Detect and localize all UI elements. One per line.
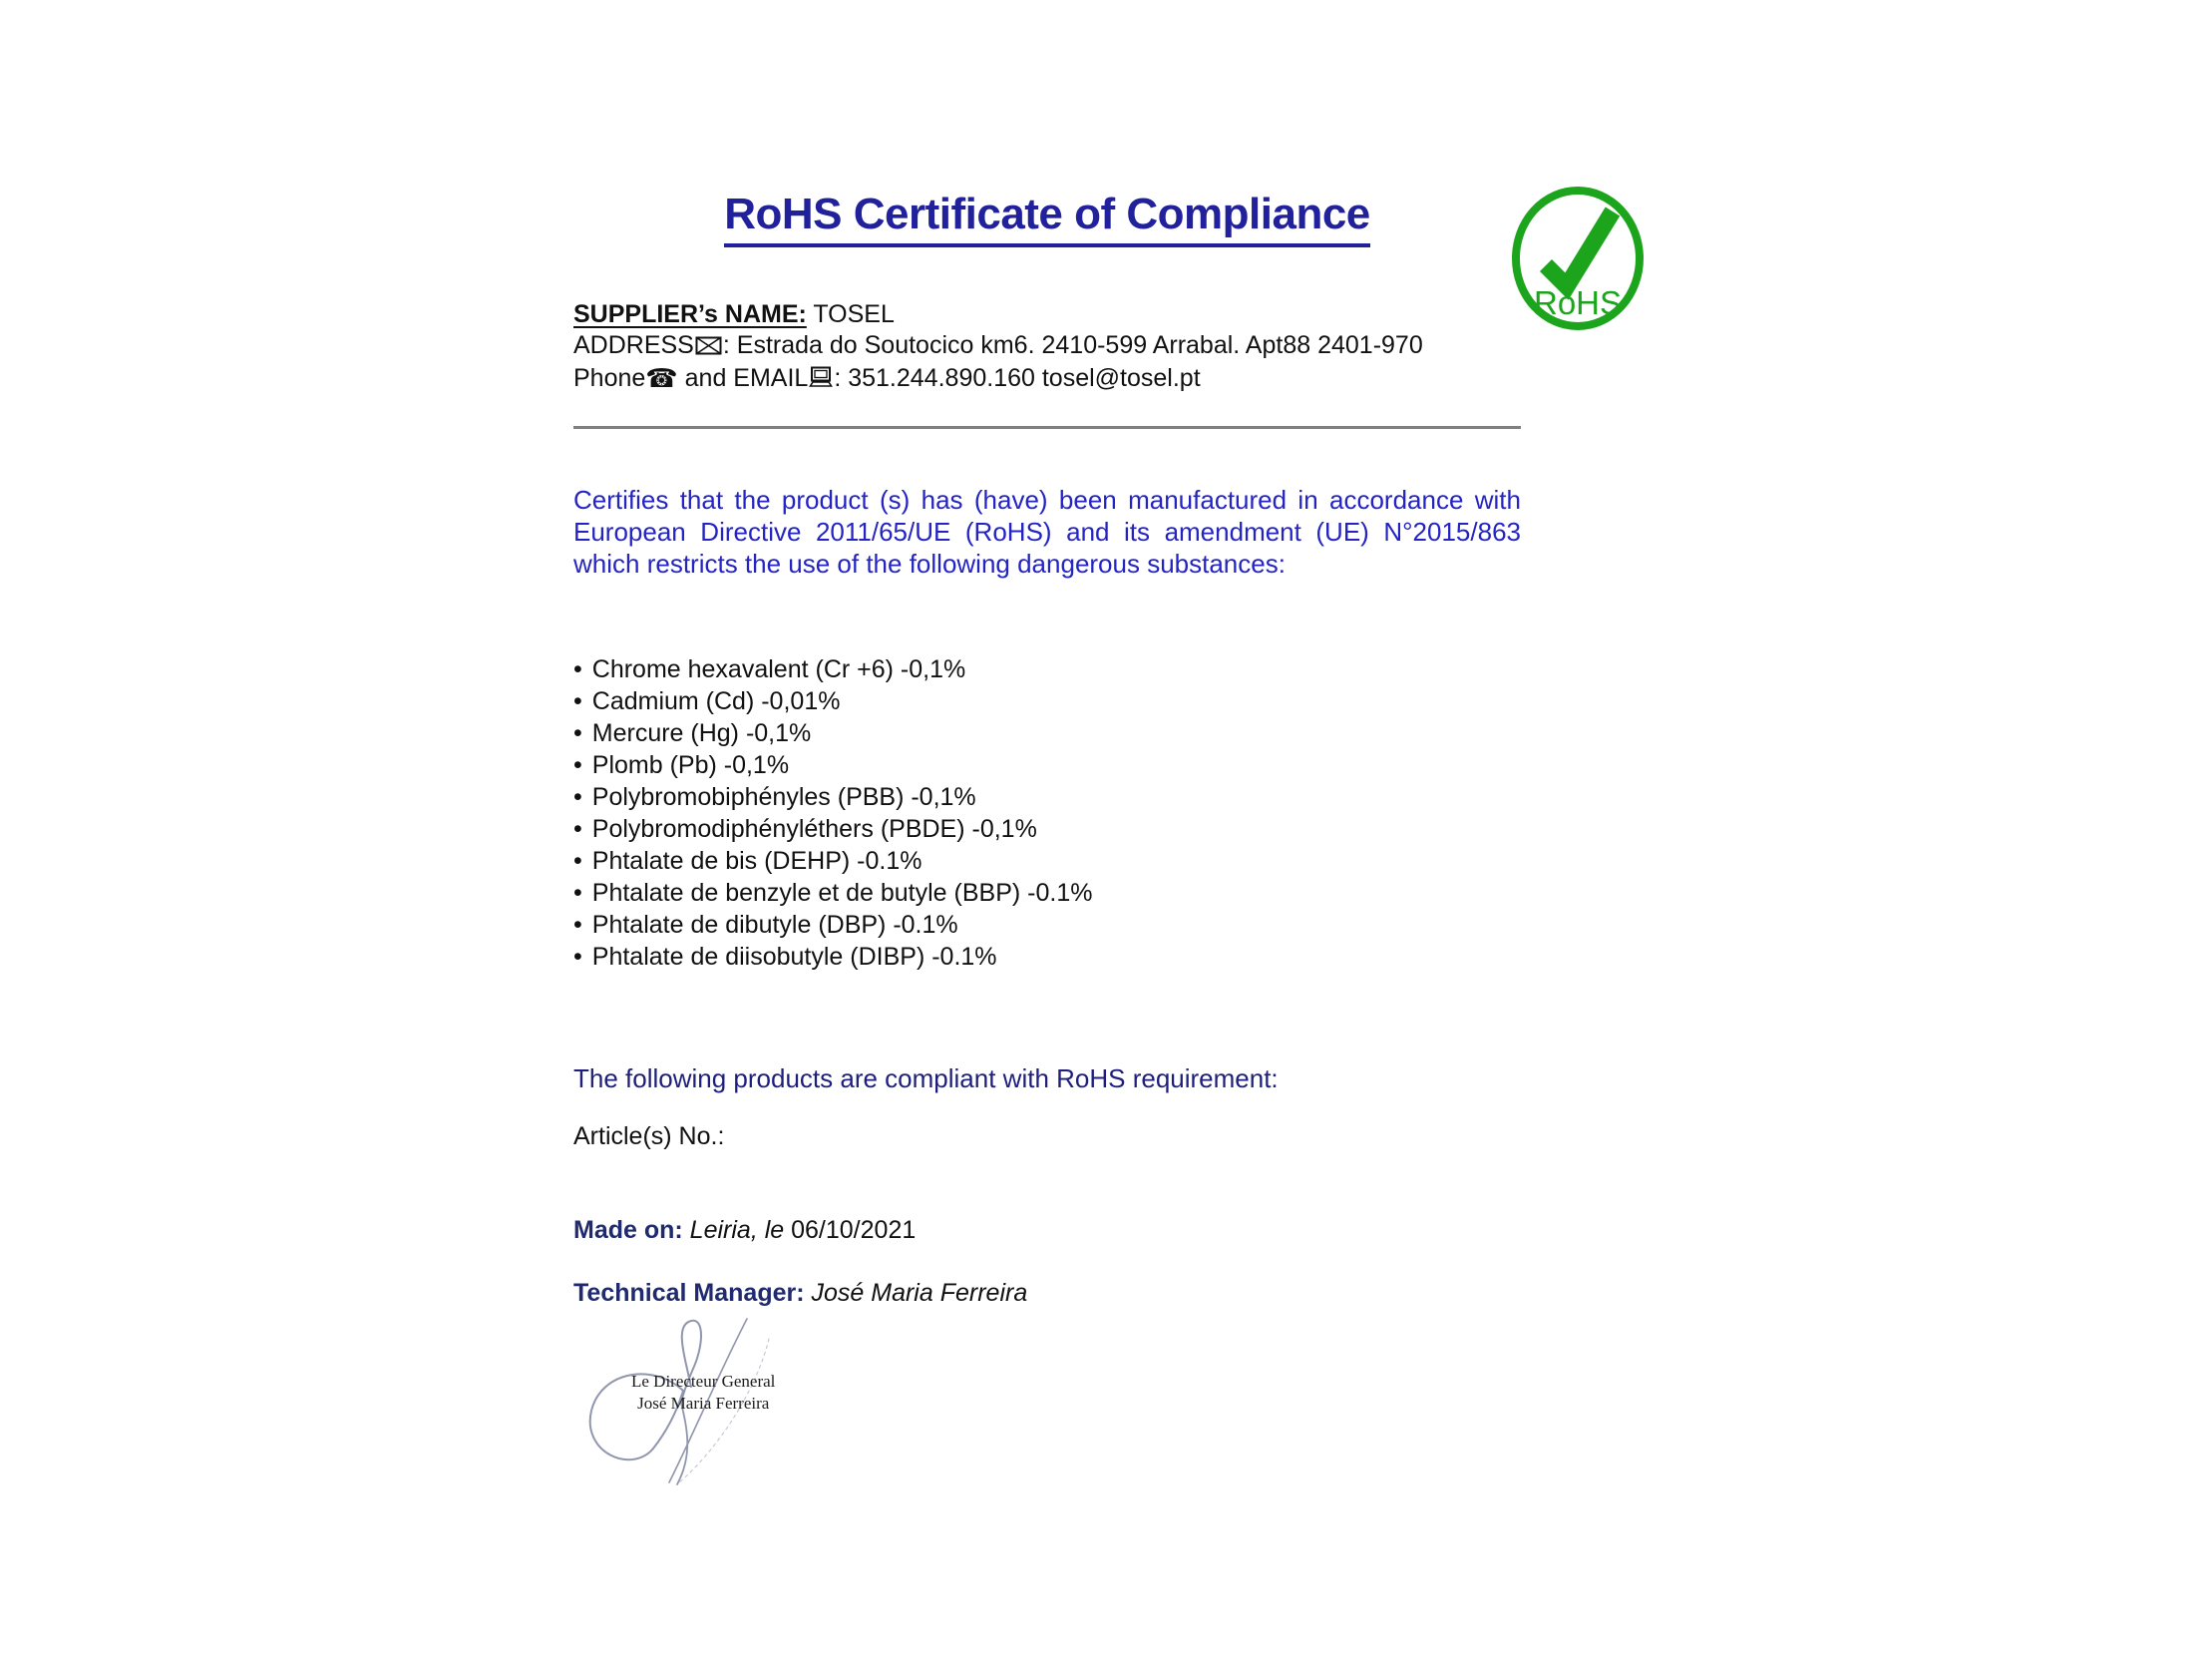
substance-item: • Phtalate de bis (DEHP) -0.1% [573, 845, 1521, 877]
substance-item: • Mercure (Hg) -0,1% [573, 717, 1521, 749]
telephone-icon: ☎ [645, 363, 678, 394]
address-label: ADDRESS [573, 330, 694, 359]
check-icon [1546, 211, 1613, 286]
certification-paragraph: Certifies that the product (s) has (have) been manufactured in accordance with European Directive 2011/65/UE (RoHS) and its amendment (UE) N°2015/863 which restricts the use of the following dangerous substances: [573, 484, 1521, 579]
supplier-name-label: SUPPLIER’s NAME: [573, 299, 807, 328]
envelope-icon [695, 332, 722, 363]
rohs-check-logo [1508, 184, 1648, 333]
compliance-statement: The following products are compliant with RoHS requirement: [573, 1062, 1279, 1093]
email-label: and EMAIL [677, 363, 809, 392]
articles-label: Article(s) No.: [573, 1121, 725, 1150]
title-row [573, 190, 1521, 247]
divider-rule [573, 426, 1521, 429]
address-value: : Estrada do Soutocico km6. 2410-599 Arrabal. Apt88 2401-970 [722, 330, 1423, 359]
page-title: RoHS Certificate of Compliance [724, 190, 1370, 247]
substance-item: • Phtalate de dibutyle (DBP) -0.1% [573, 909, 1521, 941]
substance-item: • Phtalate de benzyle et de butyle (BBP) -0.1% [573, 877, 1521, 909]
supplier-address-line [573, 330, 1521, 363]
signature-caption [631, 1371, 775, 1415]
supplier-name-value: TOSEL [813, 299, 895, 328]
substance-item: • Plomb (Pb) -0,1% [573, 749, 1521, 781]
substance-item: • Chrome hexavalent (Cr +6) -0,1% [573, 653, 1521, 685]
signature-caption-line1: Le Directeur General [631, 1371, 776, 1391]
made-on-line [573, 1214, 1521, 1246]
phone-label: Phone [573, 363, 646, 392]
substance-item: • Polybromodiphényléthers (PBDE) -0,1% [573, 813, 1521, 845]
signature-caption-line2: José Maria Ferreira [637, 1393, 770, 1413]
technical-manager-name: José Maria Ferreira [811, 1278, 1028, 1307]
technical-manager-label: Technical Manager: [573, 1278, 805, 1307]
certificate-content [573, 190, 1521, 1496]
made-on-date: 06/10/2021 [791, 1215, 917, 1244]
computer-icon [809, 365, 833, 396]
supplier-block [573, 299, 1521, 396]
made-on-place: Leiria, le [689, 1215, 785, 1244]
substance-item: • Phtalate de diisobutyle (DIBP) -0.1% [573, 941, 1521, 973]
supplier-name-line [573, 299, 1521, 330]
signature-block [579, 1317, 839, 1496]
made-on-label: Made on: [573, 1215, 683, 1244]
rohs-logo-text: RoHS [1533, 284, 1623, 321]
substance-item: • Cadmium (Cd) -0,01% [573, 685, 1521, 717]
substance-item: • Polybromobiphényles (PBB) -0,1% [573, 781, 1521, 813]
technical-manager-line [573, 1277, 1521, 1309]
substances-list [573, 653, 1521, 973]
contact-value: : 351.244.890.160 tosel@tosel.pt [834, 363, 1201, 392]
supplier-contact-line [573, 363, 1521, 396]
